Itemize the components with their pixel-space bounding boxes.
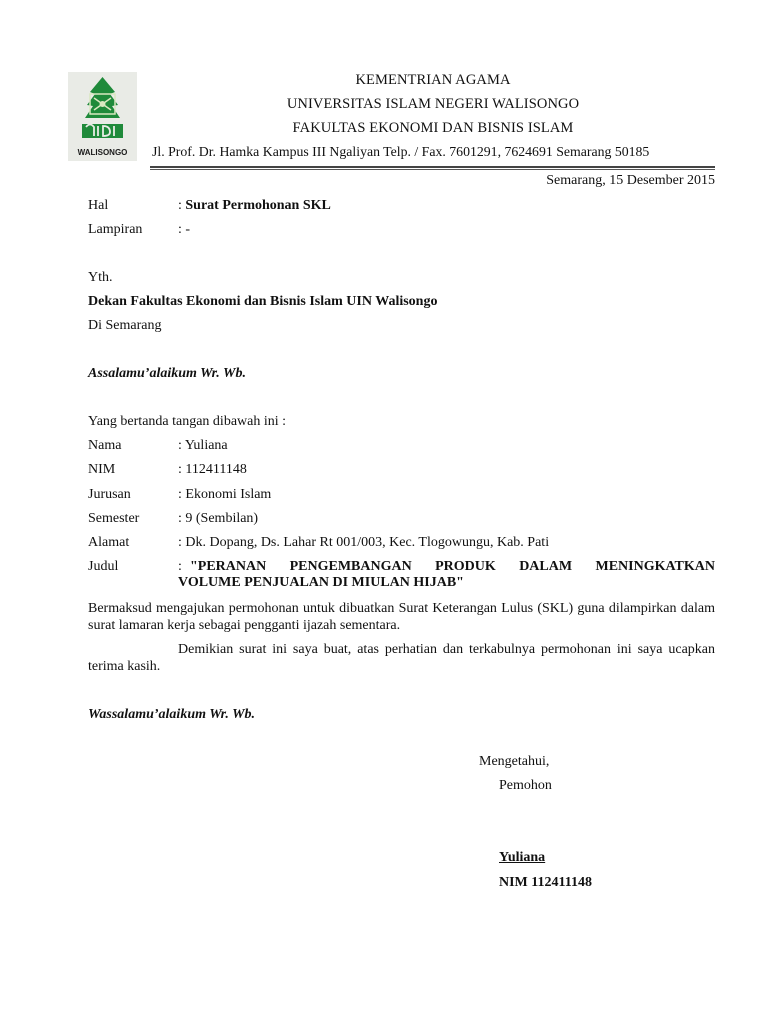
university-name: UNIVERSITAS ISLAM NEGERI WALISONGO — [286, 96, 580, 112]
hal-label: Hal — [88, 198, 109, 213]
field-label-jurusan: Jurusan — [88, 487, 131, 502]
recipient-greeting: Yth. — [88, 270, 113, 285]
field-label-nim: NIM — [88, 462, 116, 477]
university-logo — [68, 72, 137, 161]
lampiran-value: : - — [178, 222, 191, 237]
hal-field — [178, 198, 331, 214]
field-value-alamat: : Dk. Dopang, Ds. Lahar Rt 001/003, Kec. Tlogowungu, Kab. Pati — [178, 535, 550, 550]
signature-role: Pemohon — [499, 778, 552, 793]
field-value-nama: : Yuliana — [178, 438, 228, 453]
header-divider — [150, 166, 715, 168]
signature-name: Yuliana — [499, 850, 546, 865]
signature-nim: NIM 112411148 — [499, 875, 592, 890]
field-value-jurusan: : Ekonomi Islam — [178, 487, 272, 502]
field-value-semester: : 9 (Sembilan) — [178, 511, 259, 526]
judul-colon: : — [178, 559, 182, 574]
lampiran-label: Lampiran — [88, 222, 143, 237]
logo-caption: WALISONGO — [77, 148, 128, 157]
field-value-nim: : 112411148 — [178, 462, 247, 477]
field-label-nama: Nama — [88, 438, 122, 453]
field-label-alamat: Alamat — [88, 535, 130, 550]
ministry-name: KEMENTRIAN AGAMA — [355, 72, 511, 88]
hal-colon: : — [178, 198, 182, 213]
faculty-address: Jl. Prof. Dr. Hamka Kampus III Ngaliyan Telp. / Fax. 7601291, 7624691 Semarang 50185 — [152, 144, 650, 159]
hal-value: Surat Permohonan SKL — [185, 198, 331, 213]
judul-title-line2: VOLUME PENJUALAN DI MIULAN HIJAB" — [178, 575, 464, 590]
body-paragraph-closing: Demikian surat ini saya buat, atas perhatian dan terkabulnya permohonan ini saya ucapkan terima kasih. — [88, 642, 715, 674]
recipient-name: Dekan Fakultas Ekonomi dan Bisnis Islam UIN Walisongo — [88, 294, 438, 309]
header-divider-thin — [150, 169, 715, 170]
intro-text: Yang bertanda tangan dibawah ini : — [88, 414, 287, 429]
field-label-semester: Semester — [88, 511, 140, 526]
opening-salutation: Assalamu’alaikum Wr. Wb. — [88, 366, 246, 381]
judul-title-line1: "PERANAN PENGEMBANGAN PRODUK DALAM MENINGKATKAN — [190, 559, 715, 574]
signature-acknowledge: Mengetahui, — [479, 754, 550, 769]
letter-date: Semarang, 15 Desember 2015 — [546, 173, 715, 188]
body-paragraph-request: Bermaksud mengajukan permohonan untuk dibuatkan Surat Keterangan Lulus (SKL) guna dilampirkan dalam surat lamaran kerja sebagai pengganti ijazah sementara. — [88, 601, 715, 633]
walisongo-logo-icon — [68, 72, 137, 161]
closing-salutation: Wassalamu’alaikum Wr. Wb. — [88, 707, 256, 722]
recipient-place: Di Semarang — [88, 318, 162, 333]
faculty-name: FAKULTAS EKONOMI DAN BISNIS ISLAM — [292, 120, 574, 136]
field-label-judul: Judul — [88, 559, 119, 574]
